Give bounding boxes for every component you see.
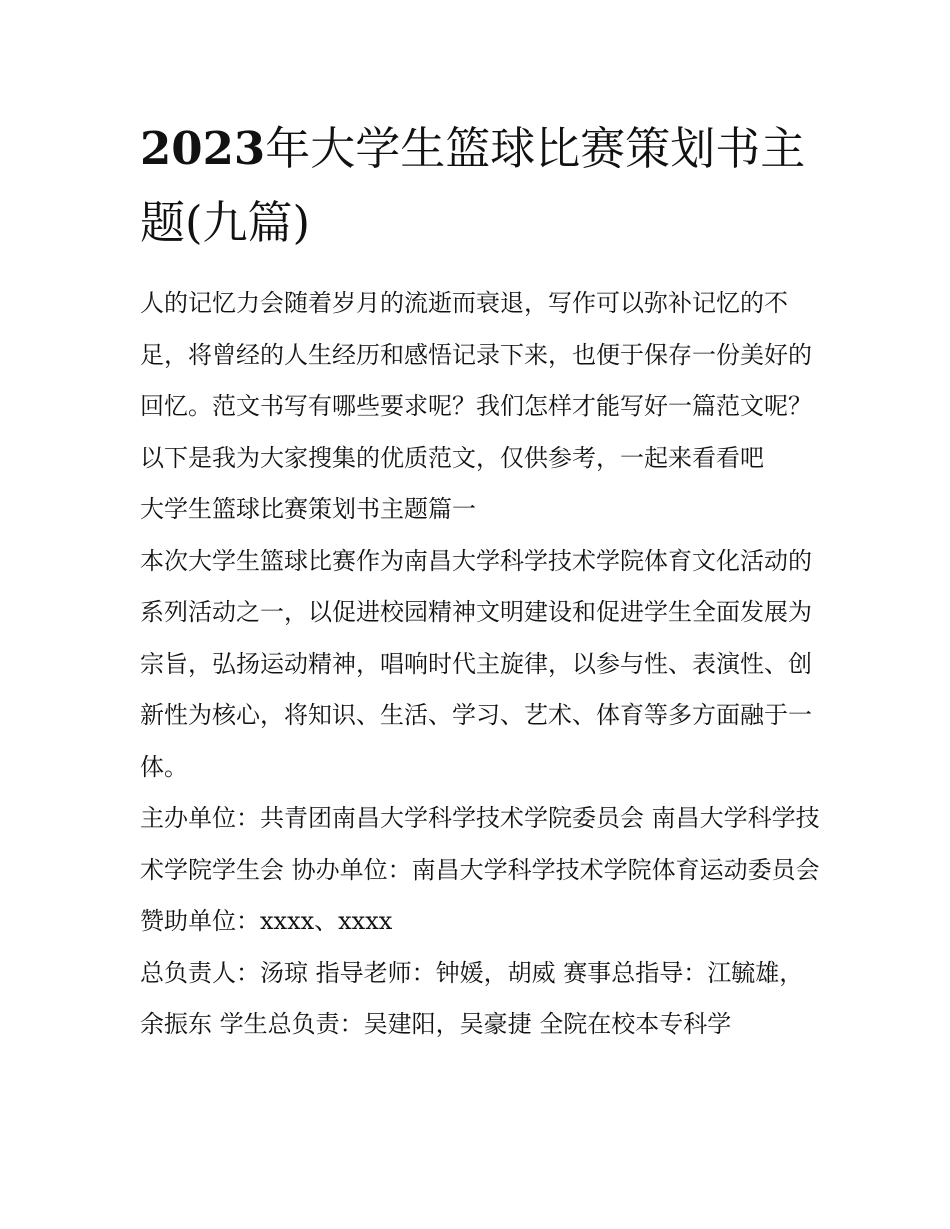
document-title — [140, 112, 830, 260]
document-body — [140, 278, 820, 1051]
section-heading: 大学生篮球比赛策划书主题篇一 — [140, 495, 476, 523]
intro-paragraph: 人的记忆力会随着岁月的流逝而衰退，写作可以弥补记忆的不足，将曾经的人生经历和感悟记录下来，也便于保存一份美好的回忆。范文书写有哪些要求呢？我们怎样才能写好一篇范文呢？以下是我为大家搜集的优质范文，仅供参考，一起来看看吧 — [140, 289, 812, 472]
title-year: 2023 — [140, 122, 266, 175]
staff-paragraph: 总负责人：汤琼 指导老师：钟媛，胡威 赛事总指导：江毓雄，余振东 学生总负责：吴建阳，吴豪捷 全院在校本专科学 — [140, 958, 804, 1038]
organizers-paragraph: 主办单位：共青团南昌大学科学技术学院委员会 南昌大学科学技术学院学生会 协办单位：南昌大学科学技术学院体育运动委员会 赞助单位：xxxx、xxxx — [140, 804, 820, 935]
body-paragraph: 本次大学生篮球比赛作为南昌大学科学技术学院体育文化活动的系列活动之一，以促进校园精神文明建设和促进学生全面发展为宗旨，弘扬运动精神，唱响时代主旋律，以参与性、表演性、创新性为核心，将知识、生活、学习、艺术、体育等多方面融于一体。 — [140, 546, 812, 781]
title-text: 年大学生篮球比赛策划书主题(九篇) — [140, 122, 806, 249]
